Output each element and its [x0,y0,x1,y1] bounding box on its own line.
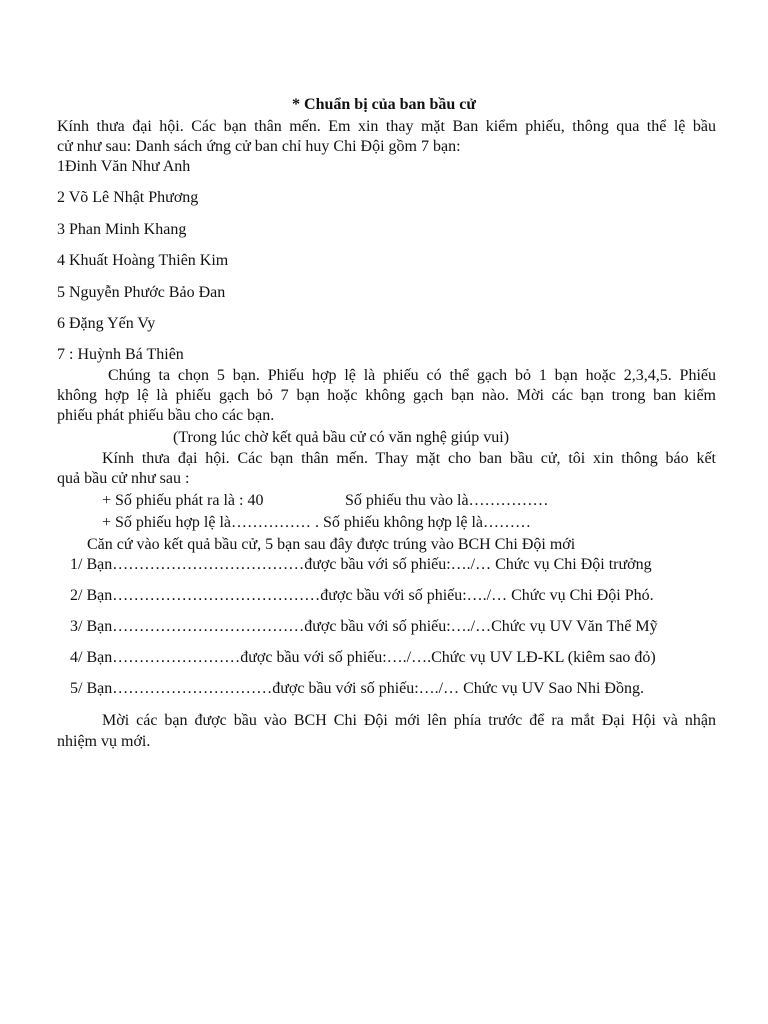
announce-line-1: Kính thưa đại hội. Các bạn thân mến. Thay mặt cho ban bầu cử, tôi xin thông báo kết [102,450,716,467]
rules-line-1: Chúng ta chọn 5 bạn. Phiếu hợp lệ là phiếu có thể gạch bỏ 1 bạn hoặc 2,3,4,5. Phiếu [108,367,716,384]
elected-intro: Căn cứ vào kết quả bầu cử, 5 bạn sau đây được trúng vào BCH Chi Đội mới [87,536,576,553]
stat-collected: Số phiếu thu vào là…………… [345,492,549,509]
candidate-1: 1Đinh Văn Như Anh [57,158,191,175]
rules-line-2: không hợp lệ là phiếu gạch bỏ 7 bạn hoặc không gạch bạn nào. Mời các bạn trong ban kiểm [57,387,716,404]
elected-row-3: 3/ Bạn………………………………được bầu với số phiếu:…./…Chức vụ UV Văn Thể Mỹ [70,618,658,635]
candidate-7: 7 : Huỳnh Bá Thiên [57,346,184,363]
rules-line-3: phiếu phát phiếu bầu cho các bạn. [57,407,275,424]
candidate-6: 6 Đặng Yến Vy [57,315,156,332]
intro-line-1: Kính thưa đại hội. Các bạn thân mến. Em xin thay mặt Ban kiểm phiếu, thông qua thể lệ bầu [57,118,716,135]
elected-row-2: 2/ Bạn…………………………………được bầu với số phiếu:…./… Chức vụ Chi Đội Phó. [70,587,654,604]
candidate-5: 5 Nguyễn Phước Bảo Đan [57,284,226,301]
announce-line-2: quả bầu cử như sau : [57,470,190,487]
stat-issued: + Số phiếu phát ra là : 40 [102,492,264,509]
candidate-2: 2 Võ Lê Nhật Phương [57,189,199,206]
closing-line-1: Mời các bạn được bầu vào BCH Chi Đội mới lên phía trước để ra mắt Đại Hội và nhận [102,712,716,729]
document-title: * Chuẩn bị của ban bầu cử [292,96,476,113]
stat-valid: + Số phiếu hợp lệ là…………… . Số phiếu không hợp lệ là……… [102,514,532,531]
candidate-3: 3 Phan Minh Khang [57,221,187,238]
elected-row-1: 1/ Bạn………………………………được bầu với số phiếu:…./… Chức vụ Chi Đội trưởng [70,556,652,573]
interlude-note: (Trong lúc chờ kết quả bầu cử có văn nghệ giúp vui) [173,429,510,446]
intro-line-2: cử như sau: Danh sách ứng cử ban chỉ huy Chi Đội gồm 7 bạn: [57,138,461,155]
candidate-4: 4 Khuất Hoàng Thiên Kim [57,252,229,269]
elected-row-5: 5/ Bạn…………………………được bầu với số phiếu:…./… Chức vụ UV Sao Nhi Đồng. [70,680,644,697]
closing-line-2: nhiệm vụ mới. [57,733,151,750]
elected-row-4: 4/ Bạn……………………được bầu với số phiếu:…./….Chức vụ UV LĐ-KL (kiêm sao đỏ) [70,649,656,666]
